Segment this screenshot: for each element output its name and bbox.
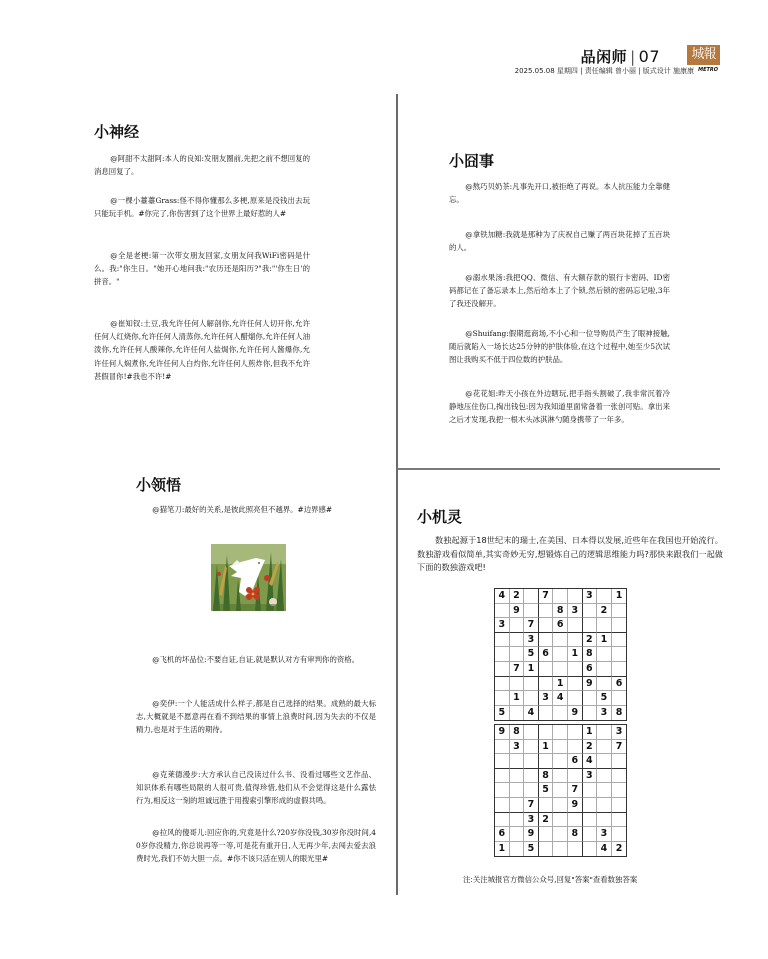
sudoku-cell xyxy=(597,589,612,604)
post: @拉风的傻哥儿:回应你的,究竟是什么?20岁你没钱,30岁你没时间,40岁你没精力,你总说再等一等,可是花有重开日,人无再少年,去闯去爱去浪费时光,我们不妨大胆一点。#你不该只活在别人的眼光里# xyxy=(136,828,376,864)
sudoku-cell xyxy=(524,589,539,604)
sudoku-cell: 3 xyxy=(612,725,627,740)
sudoku-cell xyxy=(568,842,583,857)
sudoku-cell: 9 xyxy=(510,604,525,619)
sudoku-cell xyxy=(495,813,510,828)
sudoku-cell: 2 xyxy=(597,604,612,619)
sudoku-cell: 9 xyxy=(568,706,583,721)
quote: @猫笔刀:最好的关系,是彼此照亮但不越界。#边界感# xyxy=(152,505,333,514)
sudoku-cell xyxy=(568,769,583,784)
sudoku-cell xyxy=(612,618,627,633)
post: @飞机的坏品位:不要自证,自证,就是默认对方有审判你的资格。 xyxy=(152,655,360,664)
sudoku-cell xyxy=(597,754,612,769)
sudoku-cell: 8 xyxy=(615,706,623,718)
sudoku-cell xyxy=(568,633,583,648)
sudoku-cell: 9 xyxy=(495,725,510,740)
sudoku-cell xyxy=(568,662,583,677)
page-number: 07 xyxy=(638,47,660,66)
sudoku-cell xyxy=(524,604,539,619)
post: @花花姐:昨天小孩在外边瞎玩,把手指头割破了,我非常沉着冷静地压住伤口,掏出钱包:因为我知道里面常备着一张创可贴。拿出来之后才发现,我把一根木头冰淇淋勺随身携带了一年多。 xyxy=(449,389,670,425)
sudoku-cell: 4 xyxy=(583,754,598,769)
post: @全是老梗:第一次带女朋友回家,女朋友问我WiFi密码是什么。我:"你生日。"她开心地问我:"农历还是阳历?"我:"'你生日'的拼音。" xyxy=(94,251,310,287)
sudoku-cell xyxy=(597,618,612,633)
post: @一棵小薹薹Grass:怪不得你懂那么多梗,原来是没钱出去玩只能玩手机。#你完了,你伤害到了这个世界上最好惹的人# xyxy=(94,196,310,219)
sudoku-cell xyxy=(583,691,598,706)
sudoku-cell: 5 xyxy=(597,691,612,706)
sudoku-cell xyxy=(539,662,554,677)
sudoku-cell xyxy=(612,798,627,813)
sudoku-cell: 4 xyxy=(495,589,510,604)
post: @Shuifang:假期逛商场,不小心和一位导购员产生了眼神接触,随后就陷入一场长达25分钟的护肤体验,在这个过程中,她至少5次试图让我购买不低于四位数的护肤品。 xyxy=(449,329,670,365)
sudoku-cell xyxy=(495,740,510,755)
post: @崔知钗:土豆,我允许任何人解剖你,允许任何人切开你,允许任何人红烧你,允许任何人清蒸你,允许任何人醋熘你,允许任何人油泼你,允许任何人酸辣你,允许任何人盐焗你,允许任何人酱爆你,允许任何人焖煮你,允许任何人白灼你,允许任何人煎炸你,但我不允许甚假冒你!#我也不许!# xyxy=(94,319,310,381)
sudoku-cell: 7 xyxy=(612,740,627,755)
sudoku-cell xyxy=(553,740,568,755)
sudoku-cell xyxy=(597,647,612,662)
sudoku-cell xyxy=(583,618,598,633)
sudoku-cell: 1 xyxy=(510,691,525,706)
byline: 2025.05.08 星期四 | 责任编辑 曾小丽 | 版式设计 施康康 xyxy=(514,67,694,75)
sudoku-cell xyxy=(612,827,627,842)
sudoku-cell: 3 xyxy=(539,691,554,706)
sudoku-cell xyxy=(539,706,554,721)
sudoku-cell xyxy=(539,798,554,813)
sudoku-cell: 1 xyxy=(583,725,598,740)
sudoku-cell xyxy=(612,691,627,706)
sudoku-cell xyxy=(510,783,525,798)
sudoku-cell: 4 xyxy=(524,706,539,721)
sudoku-cell xyxy=(510,618,525,633)
sudoku-cell xyxy=(524,740,539,755)
sudoku-cell xyxy=(597,740,612,755)
sudoku-cell: 6 xyxy=(612,677,627,692)
sudoku-cell: 5 xyxy=(495,706,510,721)
sudoku-cell xyxy=(495,691,510,706)
sudoku-cell: 1 xyxy=(495,842,510,857)
sudoku-cell xyxy=(510,769,525,784)
sudoku-cell xyxy=(583,706,598,721)
sudoku-cell xyxy=(597,783,612,798)
sudoku-cell: 2 xyxy=(583,740,598,755)
sudoku-cell: 6 xyxy=(539,647,554,662)
sudoku-cell xyxy=(539,827,554,842)
sudoku-grid-2 xyxy=(494,724,627,857)
sudoku-grid-1 xyxy=(494,588,627,721)
sudoku-cell: 7 xyxy=(568,783,583,798)
sudoku-cell xyxy=(553,754,568,769)
sudoku-cell xyxy=(553,589,568,604)
sudoku-intro: 数独起源于18世纪末的瑞士,在美国、日本得以发展,近些年在我国也开始流行。数独游戏看似简单,其实奇妙无穷,想锻炼自己的逻辑思维能力吗?那快来跟我们一起做下面的数独游戏吧! xyxy=(417,535,723,572)
sudoku-cell xyxy=(568,813,583,828)
sudoku-cell xyxy=(539,842,554,857)
sudoku-cell xyxy=(553,783,568,798)
sudoku-cell xyxy=(495,647,510,662)
sudoku-cell xyxy=(524,725,539,740)
sudoku-cell xyxy=(583,842,598,857)
sudoku-cell xyxy=(510,754,525,769)
sudoku-cell: 2 xyxy=(510,589,525,604)
sudoku-cell xyxy=(495,798,510,813)
sudoku-cell xyxy=(597,677,612,692)
sudoku-cell xyxy=(553,725,568,740)
sudoku-cell xyxy=(568,740,583,755)
answer-note: 注:关注城报官方微信公众号,回复"答案"查看数独答案 xyxy=(463,875,638,884)
sudoku-cell xyxy=(539,677,554,692)
rabbit-illustration-art xyxy=(211,544,286,611)
sudoku-cell xyxy=(568,691,583,706)
sudoku-cell: 7 xyxy=(539,589,554,604)
sudoku-cell: 8 xyxy=(568,827,583,842)
sudoku-cell: 1 xyxy=(539,740,554,755)
sudoku-cell xyxy=(510,706,525,721)
sudoku-cell xyxy=(495,604,510,619)
section-title-xiaojiling: 小机灵 xyxy=(417,508,463,526)
sudoku-cell: 6 xyxy=(568,754,583,769)
section-title-xiaoshenjing: 小神经 xyxy=(94,123,140,141)
sudoku-cell: 5 xyxy=(524,842,539,857)
sudoku-cell: 6 xyxy=(495,827,510,842)
sudoku-cell xyxy=(568,589,583,604)
sudoku-cell: 1 xyxy=(612,589,627,604)
sudoku-cell: 1 xyxy=(568,647,583,662)
sudoku-cell xyxy=(553,706,568,721)
sudoku-cell: 4 xyxy=(597,842,612,857)
sudoku-cell: 5 xyxy=(539,783,554,798)
sudoku-cell xyxy=(539,633,554,648)
sudoku-cell: 3 xyxy=(583,589,598,604)
section-divider xyxy=(397,468,720,470)
sudoku-cell: 3 xyxy=(597,706,612,721)
sudoku-cell: 1 xyxy=(524,662,539,677)
sudoku-cell xyxy=(597,813,612,828)
sudoku-cell: 9 xyxy=(568,798,583,813)
sudoku-cell: 7 xyxy=(524,798,539,813)
sudoku-cell xyxy=(510,798,525,813)
sudoku-cell: 3 xyxy=(524,813,539,828)
sudoku-cell xyxy=(612,662,627,677)
sudoku-cell: 4 xyxy=(553,691,568,706)
post: @阿甜不太甜阿:本人的良知:发朋友圈前,先把之前不想回复的消息回复了。 xyxy=(94,154,310,177)
sudoku-cell xyxy=(612,813,627,828)
sudoku-cell xyxy=(524,769,539,784)
sudoku-cell xyxy=(612,604,627,619)
sudoku-cell: 9 xyxy=(583,677,598,692)
sudoku-cell xyxy=(495,677,510,692)
sudoku-cell xyxy=(583,827,598,842)
sudoku-cell: 3 xyxy=(568,604,583,619)
page-header xyxy=(581,46,660,67)
sudoku-cell xyxy=(597,769,612,784)
sudoku-cell xyxy=(553,662,568,677)
sudoku-cell: 2 xyxy=(615,842,623,854)
sudoku-cell xyxy=(495,769,510,784)
sudoku-cell xyxy=(583,813,598,828)
sudoku-cell xyxy=(612,633,627,648)
sudoku-cell xyxy=(510,813,525,828)
rabbit-illustration xyxy=(211,544,286,611)
sudoku-cell: 9 xyxy=(524,827,539,842)
sudoku-cell xyxy=(510,633,525,648)
sudoku-cell: 6 xyxy=(583,662,598,677)
sudoku-cell: 6 xyxy=(553,618,568,633)
sudoku-cell xyxy=(524,691,539,706)
sudoku-cell xyxy=(612,783,627,798)
sudoku-cell xyxy=(583,783,598,798)
sudoku-cell xyxy=(524,783,539,798)
sudoku-cell xyxy=(524,754,539,769)
post: @熬巧贝奶茶:凡事先开口,被拒绝了再说。本人抗压能力全靠健忘。 xyxy=(449,182,670,205)
sudoku-cell xyxy=(583,604,598,619)
sudoku-cell xyxy=(510,647,525,662)
post: @奕伊:一个人能活成什么样子,都是自己选择的结果。成熟的最大标志,大概就是不愿意再在看不到结果的事情上浪费时间,因为失去的不仅是精力,也是对于生活的期待。 xyxy=(136,699,376,735)
sudoku-cell: 8 xyxy=(583,647,598,662)
sudoku-cell xyxy=(597,662,612,677)
sudoku-cell: 8 xyxy=(539,769,554,784)
sudoku-cell xyxy=(553,813,568,828)
sudoku-cell: 5 xyxy=(524,647,539,662)
sudoku-cell: 3 xyxy=(495,618,510,633)
sudoku-cell xyxy=(612,754,627,769)
sudoku-cell xyxy=(524,677,539,692)
masthead xyxy=(420,44,720,84)
sudoku-cell: 2 xyxy=(539,813,554,828)
sudoku-cell: 2 xyxy=(583,633,598,648)
sudoku-cell: 3 xyxy=(510,740,525,755)
section-title-xiaolingwu: 小领悟 xyxy=(136,476,182,494)
sudoku-cell xyxy=(510,827,525,842)
sudoku-cell xyxy=(597,798,612,813)
section-title-xiaojiongshi: 小囧事 xyxy=(449,152,495,170)
sudoku-cell xyxy=(539,618,554,633)
sudoku-cell xyxy=(568,725,583,740)
sudoku-cell xyxy=(612,769,627,784)
sudoku-cell xyxy=(539,604,554,619)
sudoku-cell: 7 xyxy=(524,618,539,633)
logo-subtitle: METRO xyxy=(698,67,718,73)
post: @拿铁加糖:我就是那种为了庆祝自己赚了两百块花掉了五百块的人。 xyxy=(449,230,670,253)
post: @克莱德漫步:大方承认自己没读过什么书、没看过哪些文艺作品、知识体系有哪些局限的人很可贵,值得珍惜,他们从不会觉得这是什么露怯行为,相反这一刻的坦诚远胜于用搜索引擎形成的虚假共鸣。 xyxy=(136,770,376,806)
sudoku-cell xyxy=(495,633,510,648)
sudoku-cell xyxy=(553,827,568,842)
sudoku-cell xyxy=(495,783,510,798)
header-separator: | xyxy=(630,48,636,66)
sudoku-cell xyxy=(553,633,568,648)
post: @溺水果汤:我把QQ、微信、有大额存款的银行卡密码、ID密码都记在了备忘录本上,然后给本上了个锁,然后锁的密码忘记啦,3年了我还没解开。 xyxy=(449,273,670,309)
sudoku-cell xyxy=(583,798,598,813)
sudoku-cell xyxy=(495,662,510,677)
sudoku-cell xyxy=(553,769,568,784)
sudoku-cell xyxy=(539,725,554,740)
sudoku-cell xyxy=(568,677,583,692)
sudoku-cell: 1 xyxy=(597,633,612,648)
sudoku-cell xyxy=(510,842,525,857)
section-name: 品闲师 xyxy=(580,48,628,66)
sudoku-cell xyxy=(568,618,583,633)
sudoku-cell: 3 xyxy=(524,633,539,648)
sudoku-cell xyxy=(495,754,510,769)
sudoku-cell xyxy=(553,647,568,662)
sudoku-cell: 3 xyxy=(583,769,598,784)
sudoku-cell xyxy=(612,647,627,662)
sudoku-cell xyxy=(553,842,568,857)
newspaper-logo: 城報 xyxy=(687,45,720,65)
sudoku-cell xyxy=(510,677,525,692)
sudoku-cell xyxy=(539,754,554,769)
sudoku-cell xyxy=(597,725,612,740)
sudoku-cell: 1 xyxy=(553,677,568,692)
sudoku-cell: 3 xyxy=(597,827,612,842)
sudoku-cell: 8 xyxy=(553,604,568,619)
column-divider xyxy=(396,94,398,895)
sudoku-cell: 7 xyxy=(510,662,525,677)
sudoku-cell xyxy=(553,798,568,813)
sudoku-cell: 8 xyxy=(510,725,525,740)
